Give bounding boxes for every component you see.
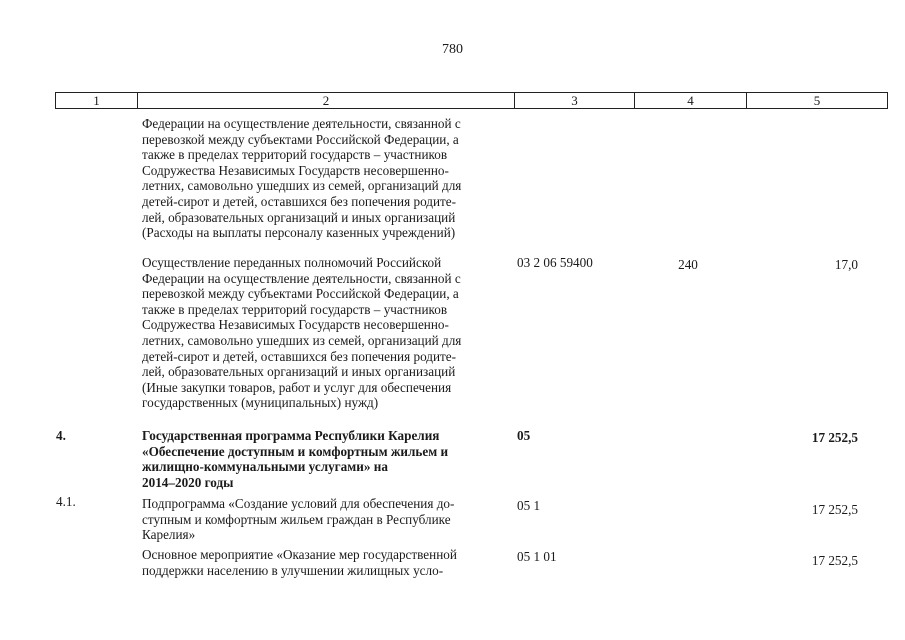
row-amount: 17,0 xyxy=(834,257,858,272)
row-description: Осуществление переданных полномочий Российской Федерации на осуществление деятельности, связанной с перевозкой между субъектами Российской Федерации, а также в пределах территорий государств – участников Содружества Независимых Государств несовершенно- летних, самовольно ушедших из семей, организаций для детей-сирот и детей, оставшихся без попечения родите- лей, образовательных организаций и иных организаций (Иные закупки товаров, работ и услуг для обеспечения государственных (муниципальных) нужд) xyxy=(142,255,462,411)
row-code: 05 1 xyxy=(517,498,541,513)
column-header-5: 5 xyxy=(813,93,821,108)
row-amount: 17 252,5 xyxy=(811,430,858,445)
row-number: 4. xyxy=(56,428,66,443)
row-description: Государственная программа Республики Карелия «Обеспечение доступным и комфортным жильем и жилищно-коммунальными услугами» на 2014–2020 годы xyxy=(142,428,449,490)
row-number: 4.1. xyxy=(56,494,76,509)
table-header xyxy=(55,92,888,109)
row-description: Основное мероприятие «Оказание мер государственной поддержки населению в улучшении жилищных усло- xyxy=(142,547,457,578)
row-code: 05 xyxy=(517,428,531,443)
row-amount: 17 252,5 xyxy=(811,502,858,517)
column-header-3: 3 xyxy=(515,93,635,108)
column-header-2: 2 xyxy=(138,93,515,108)
row-description: Подпрограмма «Создание условий для обеспечения до- ступным и комфортным жильем граждан в Республике Карелия» xyxy=(142,496,455,543)
column-header-4: 4 xyxy=(635,93,747,108)
row-amount: 17 252,5 xyxy=(811,553,858,568)
page-number: 780 xyxy=(442,42,463,57)
column-header-1: 1 xyxy=(56,93,138,108)
row-description: Федерации на осуществление деятельности, связанной с перевозкой между субъектами Российской Федерации, а также в пределах территорий государств – участников Содружества Независимых Государств несовершенно- летних, самовольно ушедших из семей, организаций для детей-сирот и детей, оставшихся без попечения родите- лей, образовательных организаций и иных организаций (Расходы на выплаты персоналу казенных учреждений) xyxy=(142,116,462,241)
row-code: 05 1 01 xyxy=(517,549,557,564)
row-expense-type: 240 xyxy=(678,257,698,272)
row-code: 03 2 06 59400 xyxy=(517,255,593,270)
